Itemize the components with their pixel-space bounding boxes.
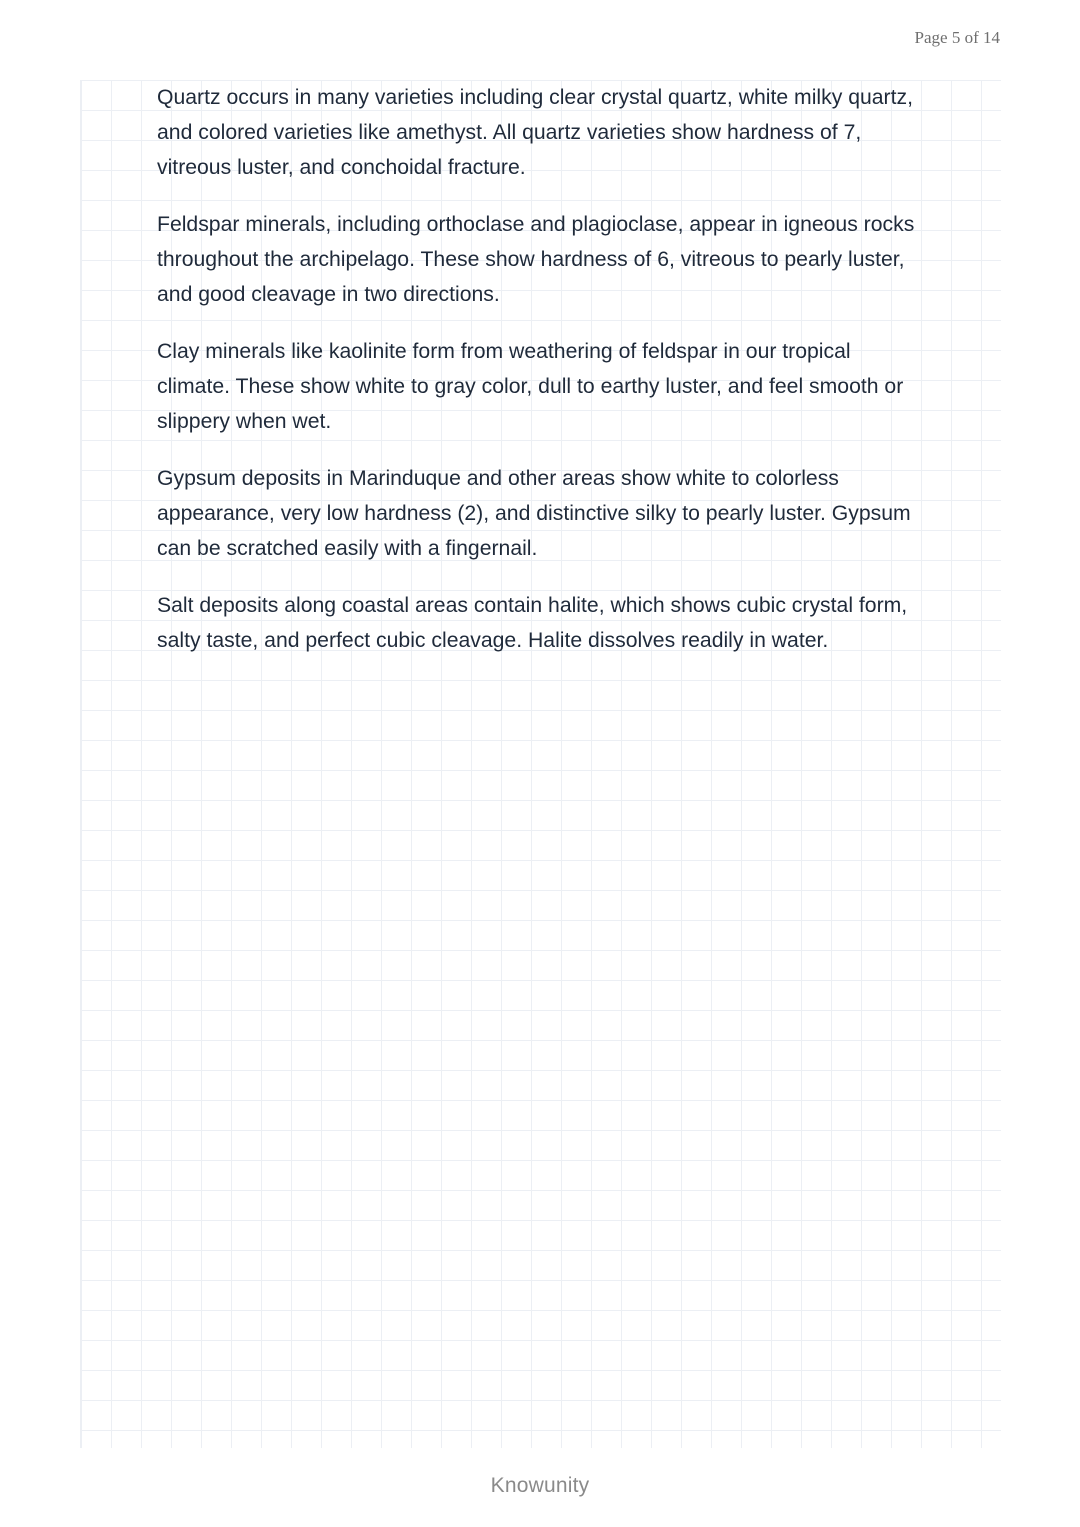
paragraph-clay-minerals: Clay minerals like kaolinite form from weathering of feldspar in our tropical climate. These show white to gray color, dull to earthy luster, and feel smooth or slippery when wet. — [157, 340, 904, 433]
paragraph-gypsum: Gypsum deposits in Marinduque and other areas show white to colorless appearance, very low hardness (2), and distinctive silky to pearly luster. Gypsum can be scratched easily with a fingernail. — [157, 467, 911, 560]
paragraph-feldspar: Feldspar minerals, including orthoclase and plagioclase, appear in igneous rocks throughout the archipelago. These show hardness of 6, vitreous to pearly luster, and good cleavage in two directions. — [157, 213, 915, 306]
paragraph-halite: Salt deposits along coastal areas contain halite, which shows cubic crystal form, salty taste, and perfect cubic cleavage. Halite dissolves readily in water. — [157, 594, 908, 652]
footer-brand-logo: Knowunity — [490, 1474, 590, 1497]
document-body — [157, 80, 927, 680]
paragraph-quartz: Quartz occurs in many varieties including clear crystal quartz, white milky quartz, and colored varieties like amethyst. All quartz varieties show hardness of 7, vitreous luster, and conchoidal fracture. — [157, 86, 913, 179]
page-indicator: Page 5 of 14 — [914, 28, 1000, 47]
